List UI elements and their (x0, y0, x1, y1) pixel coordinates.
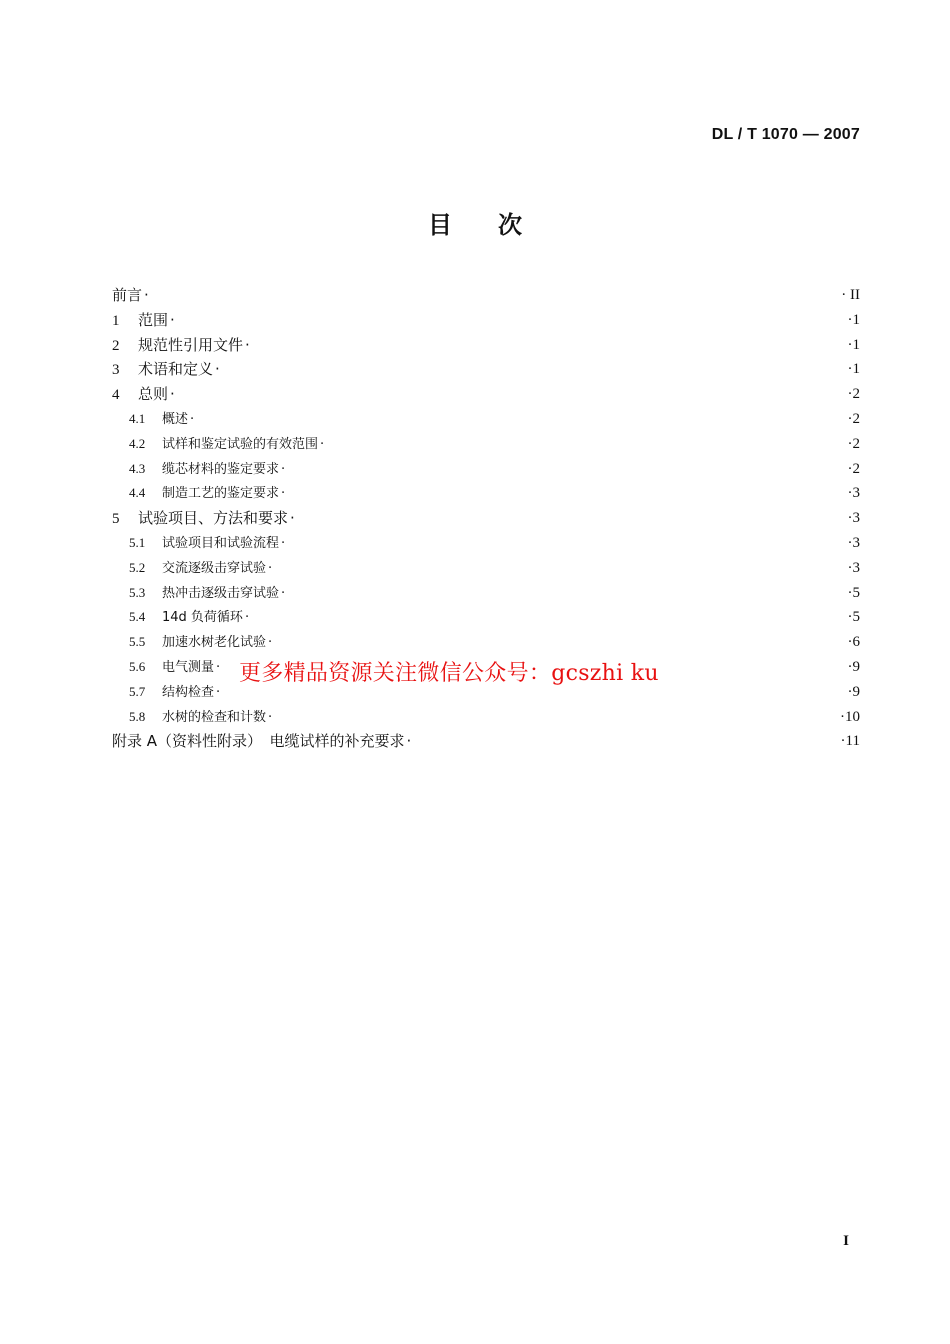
watermark-text: 更多精品资源关注微信公众号：gcszhi ku (239, 661, 659, 686)
toc-entry-title: 概述 (162, 411, 189, 427)
toc-entry-title: 缆芯材料的鉴定要求 (162, 461, 280, 477)
toc-entry[interactable] (112, 333, 860, 358)
toc-entry[interactable] (112, 407, 860, 432)
toc-entry-page: ·3 (847, 534, 860, 551)
toc-entry[interactable] (112, 432, 860, 457)
toc-entry[interactable] (112, 556, 860, 581)
toc-entry-title: 附录 A（资料性附录） 电缆试样的补充要求 (112, 732, 405, 751)
toc-entry-title: 制造工艺的鉴定要求 (162, 486, 280, 502)
toc-entry-page: ·3 (847, 559, 860, 576)
toc-entry-page: ·1 (847, 361, 860, 378)
toc-entry-title: 前言 (112, 286, 143, 304)
toc-leader-dot: · (320, 436, 325, 452)
toc-leader-dot: · (216, 659, 221, 675)
toc-leader-dot: · (244, 610, 250, 626)
toc-entry-number: 5 (112, 511, 120, 528)
toc-entry[interactable] (112, 531, 860, 556)
toc-leader-dot: · (281, 461, 286, 477)
toc-entry-page: ·5 (847, 584, 860, 601)
toc-leader-dot: · (281, 486, 286, 502)
toc-entry-title: 交流逐级击穿试验 (162, 560, 267, 576)
toc-entry-number: 4.3 (129, 460, 146, 476)
toc-entry-title: 电气测量 (162, 659, 215, 675)
toc-entry-number: 5.8 (129, 708, 146, 724)
toc-leader-dot: · (245, 335, 250, 354)
toc-entry-number: 5.4 (129, 609, 146, 625)
toc-entry-number: 4.1 (129, 410, 146, 426)
toc-entry-title: 水树的检查和计数 (162, 709, 267, 725)
toc-entry-number: 4.2 (129, 435, 146, 451)
toc-entry-page: ·5 (847, 609, 860, 626)
toc-entry[interactable] (112, 630, 860, 655)
toc-entry-number: 5.7 (129, 683, 146, 699)
toc-entry-page: ·2 (847, 410, 860, 427)
toc-entry-page: ·2 (847, 435, 860, 452)
toc-entry[interactable] (112, 357, 860, 382)
standard-code: DL / T 1070 — 2007 (711, 126, 860, 143)
toc-entry-number: 4.4 (129, 485, 146, 501)
toc-entry[interactable] (112, 283, 860, 308)
toc-entry[interactable] (112, 581, 860, 606)
toc-leader-dot: · (170, 385, 175, 404)
toc-entry-title: 14d 负荷循环 (162, 610, 243, 626)
toc-leader-dot: · (268, 709, 273, 725)
toc-leader-dot: · (268, 560, 273, 576)
toc-leader-dot: · (281, 535, 286, 551)
toc-leader-dot: · (170, 310, 175, 329)
toc-entry-number: 5.3 (129, 584, 146, 600)
toc-leader-dot: · (144, 286, 149, 304)
toc-leader-dot: · (290, 509, 295, 528)
toc-leader-dot: · (406, 732, 412, 751)
toc-leader-dot: · (216, 684, 221, 700)
toc-entry-title: 总则 (138, 385, 169, 404)
toc-entry-title: 结构检查 (162, 684, 215, 700)
toc-entry-title: 试样和鉴定试验的有效范围 (162, 436, 319, 452)
toc-entry-title: 范围 (138, 310, 169, 329)
toc-leader-dot: · (190, 411, 195, 427)
toc-entry-page: ·9 (847, 683, 860, 700)
toc-entry-title: 加速水树老化试验 (162, 635, 267, 651)
toc-entry-page: ·6 (847, 634, 860, 651)
toc-title-char-2: 次 (498, 211, 522, 239)
toc-title (0, 205, 950, 240)
toc-entry-number: 5.1 (129, 534, 146, 550)
toc-entry[interactable] (112, 481, 860, 506)
toc-entry-title: 试验项目和试验流程 (162, 535, 280, 551)
toc-entry[interactable] (112, 457, 860, 482)
toc-entry-page: ·2 (847, 386, 860, 403)
toc-entry[interactable] (112, 382, 860, 407)
toc-entry[interactable] (112, 605, 860, 630)
toc-entry-number: 3 (112, 362, 120, 379)
toc-entry-number: 5.6 (129, 658, 146, 674)
toc-entry-number: 1 (112, 312, 120, 329)
toc-entry-page: ·3 (847, 485, 860, 502)
toc-leader-dot: · (281, 585, 286, 601)
toc-entry-page: ·11 (840, 733, 860, 750)
page-number: I (843, 1233, 849, 1249)
toc-entry[interactable] (112, 506, 860, 531)
toc-entry-number: 5.5 (129, 634, 146, 650)
toc-entry-title: 规范性引用文件 (138, 335, 244, 354)
toc-entry-page: ·2 (847, 460, 860, 477)
toc-leader-dot: · (268, 635, 273, 651)
toc-title-char-1: 目 (428, 211, 452, 239)
toc-entry[interactable] (112, 308, 860, 333)
toc-leader-dot: · (215, 360, 220, 379)
toc-entry-title: 试验项目、方法和要求 (138, 509, 289, 528)
toc-entry-number: 4 (112, 387, 120, 404)
toc-entry-title: 热冲击逐级击穿试验 (162, 585, 280, 601)
toc-entry-page: ·1 (847, 336, 860, 353)
toc-entry-page: ·9 (847, 658, 860, 675)
toc-entry-page: ·1 (847, 311, 860, 328)
toc-entry-number: 5.2 (129, 559, 146, 575)
toc-entry-page: · II (841, 287, 860, 303)
toc-entry-page: ·10 (840, 708, 860, 725)
toc-entry-page: ·3 (847, 510, 860, 527)
toc-entry-number: 2 (112, 337, 120, 354)
toc-entry[interactable] (112, 705, 860, 730)
toc-entry[interactable] (112, 729, 860, 754)
toc-entry-title: 术语和定义 (138, 360, 214, 379)
